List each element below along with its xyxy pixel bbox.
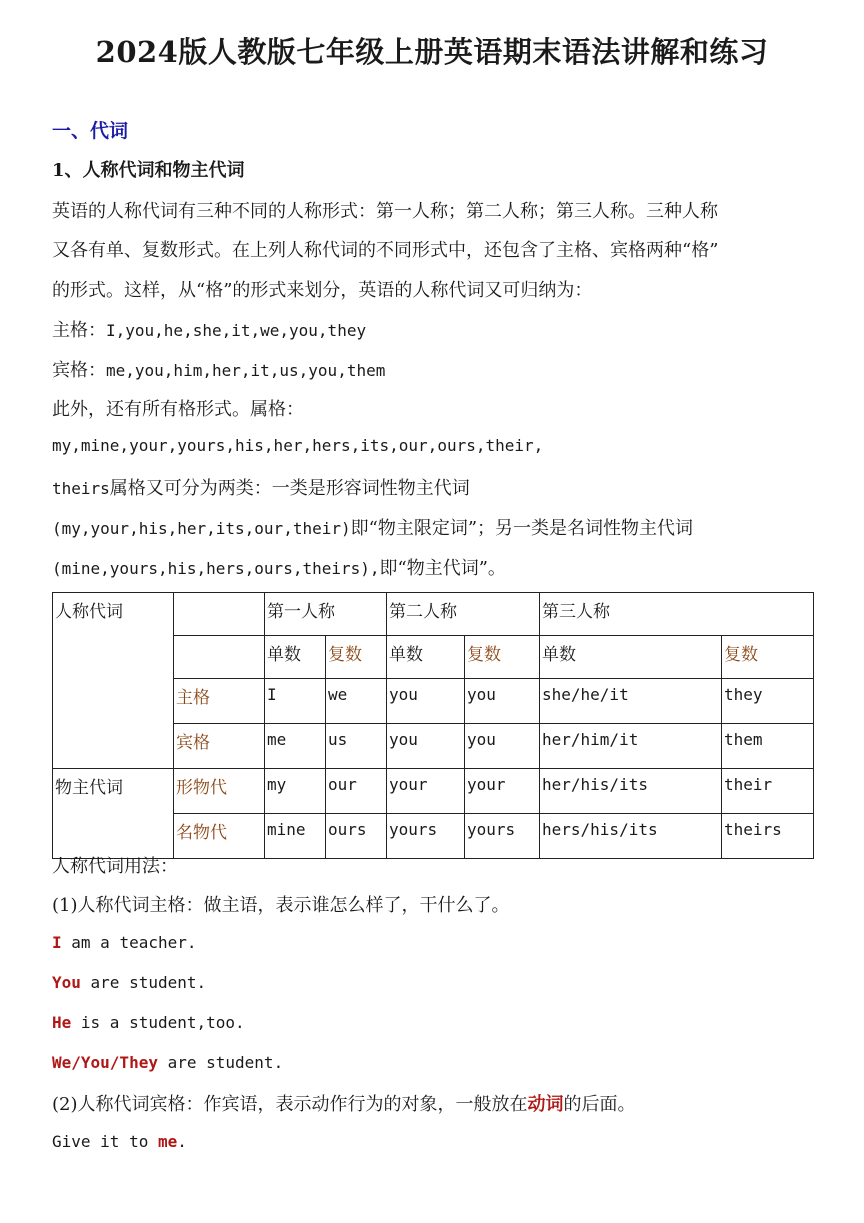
possessive-list: my,mine,your,yours,his,her,hers,its,our,ours,their, <box>52 436 544 455</box>
table-cell: I <box>265 679 326 724</box>
usage-heading: 人称代词用法： <box>52 856 178 877</box>
example-line <box>52 1053 283 1072</box>
adj-possessive-line <box>52 514 693 540</box>
table-cell: mine <box>265 814 326 859</box>
objective-row-label: 宾格 <box>174 724 265 769</box>
table-cell: your <box>465 769 540 814</box>
example-rest: are student. <box>80 973 207 992</box>
table-cell: hers/his/its <box>540 814 722 859</box>
table-cell: their <box>722 769 814 814</box>
singular-header: 单数 <box>265 636 326 679</box>
usage-2-highlight: 动词 <box>527 1094 564 1115</box>
table-row <box>53 593 814 636</box>
objective-label: 宾格： <box>52 360 106 381</box>
table-cell: you <box>465 679 540 724</box>
table-cell: me <box>265 724 326 769</box>
table-cell: yours <box>465 814 540 859</box>
table-cell: she/he/it <box>540 679 722 724</box>
plural-header: 复数 <box>465 636 540 679</box>
table-cell: ours <box>326 814 387 859</box>
table-cell: theirs <box>722 814 814 859</box>
example-pronoun: You <box>52 973 81 992</box>
table-cell: you <box>387 679 465 724</box>
subsection-heading: 1、人称代词和物主代词 <box>52 160 245 181</box>
table-row <box>53 769 814 814</box>
example-object-after: . <box>177 1132 187 1151</box>
section-heading-pronouns: 一、代词 <box>52 120 129 142</box>
adj-possessive-row-label: 形物代 <box>174 769 265 814</box>
table-cell <box>174 636 265 679</box>
table-cell <box>174 593 265 636</box>
nominative-line <box>52 316 366 342</box>
row-header-possessive: 物主代词 <box>53 769 174 859</box>
table-cell: our <box>326 769 387 814</box>
possessive-split-words: theirs <box>52 479 110 498</box>
table-cell: you <box>465 724 540 769</box>
example-rest: am a teacher. <box>61 933 197 952</box>
table-cell: us <box>326 724 387 769</box>
pronoun-table <box>52 592 814 859</box>
example-pronoun: I <box>52 933 62 952</box>
adj-possessive-text: 即“物主限定词”；另一类是名词性物主代词 <box>350 518 694 539</box>
objective-words: me,you,him,her,it,us,you,them <box>106 361 386 380</box>
table-cell: your <box>387 769 465 814</box>
example-line <box>52 933 197 952</box>
table-cell: my <box>265 769 326 814</box>
plural-header: 复数 <box>326 636 387 679</box>
noun-possessive-text: 即“物主代词”。 <box>379 558 506 579</box>
possessive-split-line <box>52 474 470 500</box>
intro-line-2: 又各有单、复数形式。在上列人称代词的不同形式中，还包含了主格、宾格两种“格” <box>52 240 719 261</box>
nominative-row-label: 主格 <box>174 679 265 724</box>
intro-line-1: 英语的人称代词有三种不同的人称形式：第一人称；第二人称；第三人称。三种人称 <box>52 201 718 222</box>
possessive-split-text: 属格又可分为两类：一类是形容词性物主代词 <box>109 478 470 499</box>
example-rest: is a student,too. <box>71 1013 245 1032</box>
table-cell: they <box>722 679 814 724</box>
plural-header: 复数 <box>722 636 814 679</box>
singular-header: 单数 <box>540 636 722 679</box>
objective-line <box>52 356 385 382</box>
noun-possessive-row-label: 名物代 <box>174 814 265 859</box>
table-cell: yours <box>387 814 465 859</box>
table-cell: her/him/it <box>540 724 722 769</box>
col-header-third-person: 第三人称 <box>540 593 814 636</box>
example-pronoun: We/You/They <box>52 1053 158 1072</box>
example-rest: are student. <box>157 1053 284 1072</box>
col-header-first-person: 第一人称 <box>265 593 387 636</box>
adj-possessive-words: (my,your,his,her,its,our,their) <box>52 519 351 538</box>
usage-2-before: (2)人称代词宾格：作宾语，表示动作行为的对象，一般放在 <box>52 1094 528 1115</box>
example-pronoun: He <box>52 1013 72 1032</box>
singular-header: 单数 <box>387 636 465 679</box>
nominative-words: I,you,he,she,it,we,you,they <box>106 321 367 340</box>
example-line <box>52 973 206 992</box>
nominative-label: 主格： <box>52 320 106 341</box>
noun-possessive-words: (mine,yours,his,hers,ours,theirs), <box>52 559 380 578</box>
example-object-pronoun: me <box>157 1132 178 1151</box>
usage-1: (1)人称代词主格：做主语，表示谁怎么样了，干什么了。 <box>52 895 510 916</box>
example-object-line <box>52 1132 187 1151</box>
row-header-personal: 人称代词 <box>53 593 174 769</box>
example-object-before: Give it to <box>52 1132 158 1151</box>
usage-2 <box>52 1090 636 1116</box>
example-line <box>52 1013 245 1032</box>
possessive-intro: 此外，还有所有格形式。属格： <box>52 399 304 420</box>
intro-line-3: 的形式。这样，从“格”的形式来划分，英语的人称代词又可归纳为： <box>52 280 593 301</box>
table-cell: you <box>387 724 465 769</box>
table-cell: them <box>722 724 814 769</box>
page-title: 2024版人教版七年级上册英语期末语法讲解和练习 <box>95 35 769 69</box>
col-header-second-person: 第二人称 <box>387 593 540 636</box>
noun-possessive-line <box>52 554 506 580</box>
usage-2-after: 的后面。 <box>563 1094 636 1115</box>
table-cell: her/his/its <box>540 769 722 814</box>
table-cell: we <box>326 679 387 724</box>
